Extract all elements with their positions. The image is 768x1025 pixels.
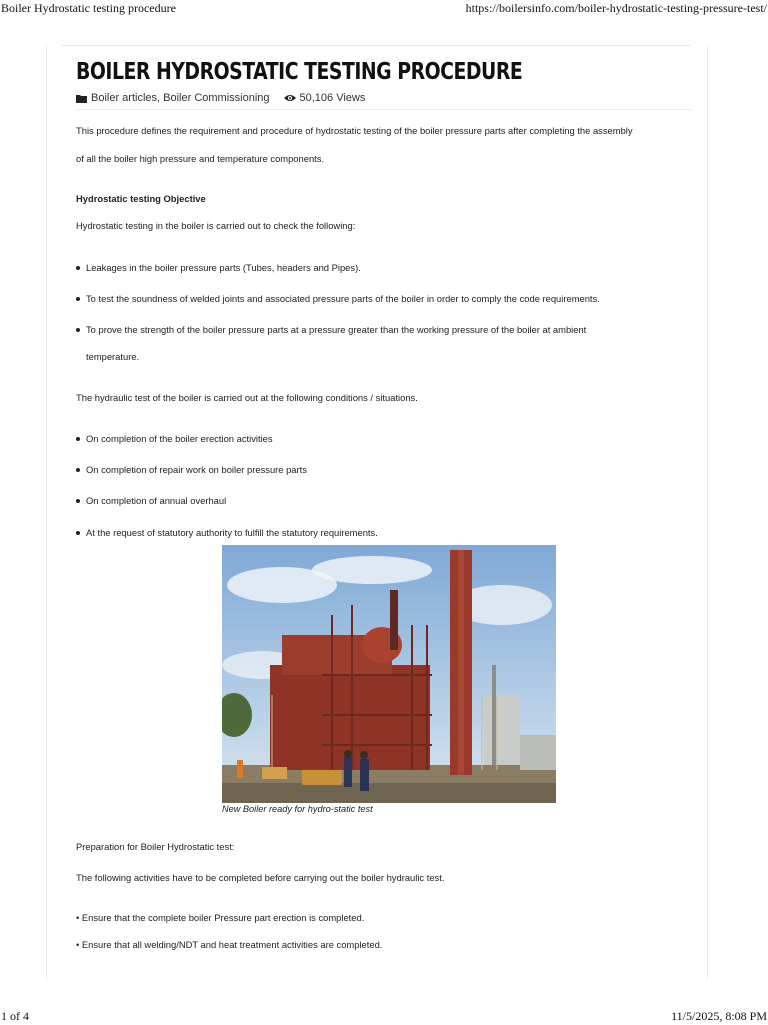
bullet (76, 531, 80, 535)
preparation-text: The following activities have to be completed before carrying out the boiler hydraulic test. (76, 872, 445, 883)
view-count: 50,106 Views (299, 92, 366, 104)
print-footer (0, 1009, 768, 1025)
objective-text: Hydrostatic testing in the boiler is carried out to check the following: (76, 220, 356, 231)
meta-divider (76, 109, 692, 110)
print-header-url[interactable]: https://boilersinfo.com/boiler-hydrostatic-testing-pressure-test/ (465, 1, 767, 15)
bullet (76, 468, 80, 472)
bullet (76, 437, 80, 441)
figure-caption: New Boiler ready for hydro-static test (222, 804, 373, 814)
print-header (0, 0, 768, 18)
print-header-title: Boiler Hydrostatic testing procedure (1, 1, 176, 15)
page-title: BOILER HYDROSTATIC TESTING PROCEDURE (76, 59, 523, 85)
article-card (46, 45, 708, 980)
boiler-photo (222, 545, 556, 803)
objective-heading: Hydrostatic testing Objective (76, 193, 206, 204)
page-count: 1 of 4 (1, 1009, 29, 1023)
preparation-item: • Ensure that the complete boiler Pressure part erection is completed. (76, 912, 365, 923)
folder-icon (76, 94, 87, 103)
article-content: BOILER HYDROSTATIC TESTING PROCEDURE Boiler articles, Boiler Commissioning 50,106 Views This procedure defines the requirement and procedure of hydrostatic testing of the boiler pressure parts after completing the assembly of all the boiler high pressure and temperature components. Hydrostatic testing Objective Hydrostatic testing in the boiler is carried out to check the following: Leakages in the boiler pressure parts (Tubes, headers and Pipes). To test the soundness of welded joints and associated pressure parts of the boiler in order to comply the code requirements. To prove the strength of the boiler pressure parts at a pressure greater than the working pressure of the boiler at ambient temperature. The hydraulic test of the boiler is carried out at the following conditions / situations. On completion of the boiler erection activities On completion of repair work on boiler pressure parts On completion of annual overhaul At the request of statutory authority to fulfill the statutory requirements. New Boiler ready for hydro-static test Preparation for Boiler Hydrostatic test: The following activities have to be completed before carrying out the boiler hydraulic test. • Ensure that the complete boiler Pressure part erection is completed. • Ensure that all welding/NDT and heat treatment activities are completed. (76, 56, 692, 88)
article-card-top-border (62, 45, 690, 46)
list-item-continuation: temperature. (86, 351, 140, 362)
bullet (76, 499, 80, 503)
preparation-item: • Ensure that all welding/NDT and heat treatment activities are completed. (76, 939, 383, 950)
post-meta (76, 92, 365, 104)
eye-icon (284, 94, 296, 102)
post-categories[interactable]: Boiler articles, Boiler Commissioning (91, 92, 270, 104)
print-date: 11/5/2025, 8:08 PM (671, 1009, 767, 1023)
bullet (76, 297, 80, 301)
bullet (76, 328, 80, 332)
bullet (76, 266, 80, 270)
intro-paragraph-line-1: This procedure defines the requirement and procedure of hydrostatic testing of the boiler pressure parts after completing the assembly (76, 125, 633, 136)
preparation-heading: Preparation for Boiler Hydrostatic test: (76, 841, 235, 852)
intro-paragraph-line-2: of all the boiler high pressure and temperature components. (76, 153, 325, 164)
conditions-text: The hydraulic test of the boiler is carried out at the following conditions / situations. (76, 392, 418, 403)
